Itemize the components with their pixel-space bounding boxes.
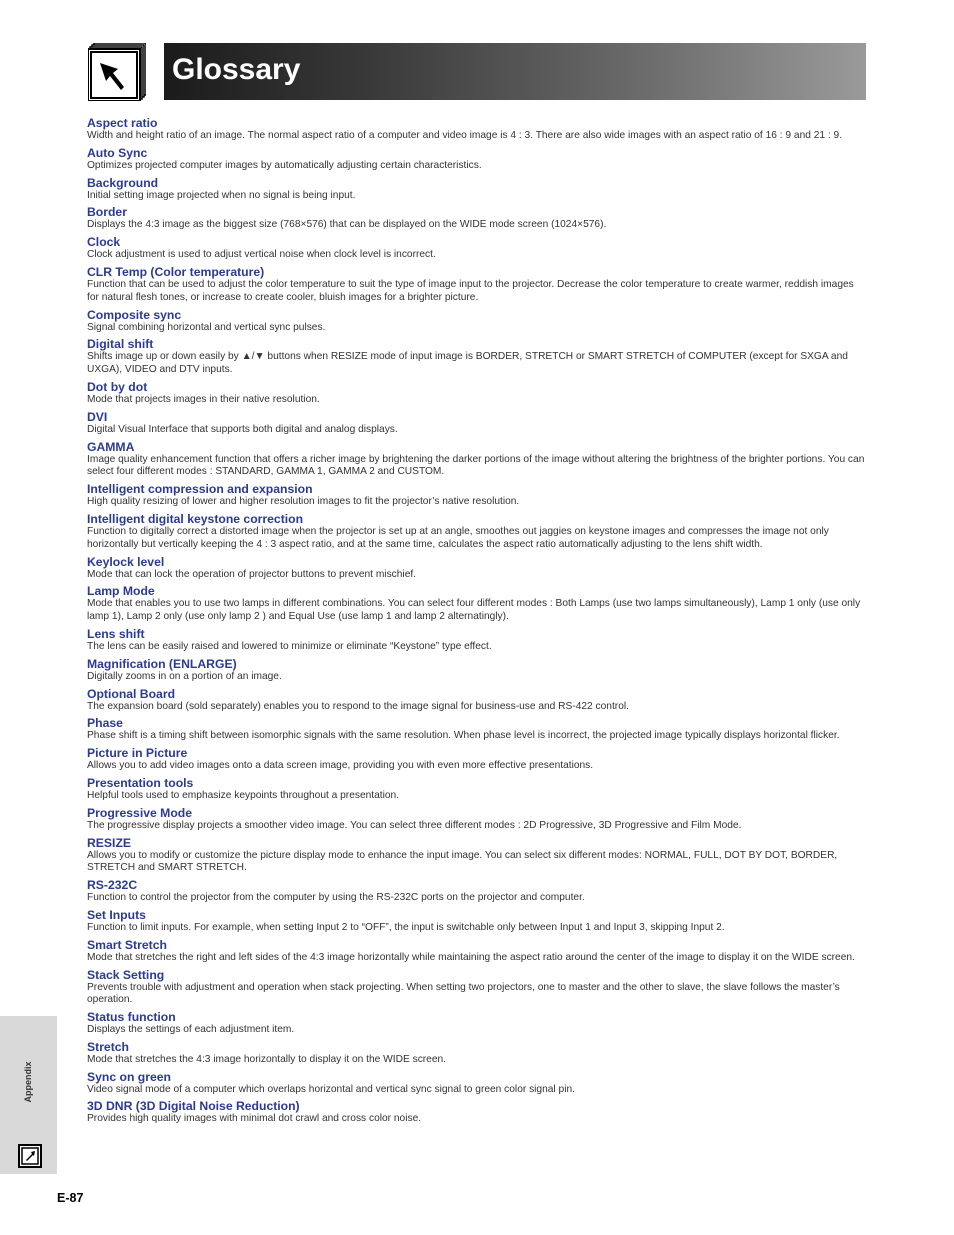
glossary-definition: Helpful tools used to emphasize keypoints throughout a presentation. <box>87 789 400 801</box>
glossary-definition: Mode that projects images in their native resolution. <box>87 393 320 405</box>
glossary-term: Dot by dot <box>87 379 148 394</box>
glossary-definition: The progressive display projects a smoother video image. You can select three different modes : 2D Progressive, 3D Progressive and Film Mode. <box>87 819 742 831</box>
glossary-term: Presentation tools <box>87 775 194 790</box>
glossary-term: Intelligent digital keystone correction <box>87 511 304 526</box>
page-number: E-87 <box>57 1191 84 1205</box>
glossary-term: Optional Board <box>87 686 176 701</box>
glossary-term: Set Inputs <box>87 907 146 922</box>
glossary-term: Lens shift <box>87 626 145 641</box>
glossary-definition: Function to limit inputs. For example, when setting Input 2 to “OFF”, the input is switchable only between Input 1 and Input 3, skipping Input 2. <box>87 921 725 933</box>
glossary-definition: Prevents trouble with adjustment and operation when stack projecting. When setting two projectors, one to master and the other to slave, the slave follows the master’s operation. <box>87 981 840 1006</box>
glossary-term: Lamp Mode <box>87 584 155 599</box>
glossary-term: Magnification (ENLARGE) <box>87 656 237 671</box>
glossary-term: GAMMA <box>87 439 135 454</box>
glossary-term: Auto Sync <box>87 145 148 160</box>
glossary-definition: Optimizes projected computer images by automatically adjusting certain characteristics. <box>87 159 482 171</box>
glossary-definition: Digitally zooms in on a portion of an image. <box>87 670 282 682</box>
glossary-term: Smart Stretch <box>87 937 167 952</box>
glossary-definition: Displays the settings of each adjustment item. <box>87 1024 295 1036</box>
glossary-definition: The expansion board (sold separately) enables you to respond to the image signal for business-use and RS-422 control. <box>87 700 629 712</box>
glossary-term: Status function <box>87 1010 176 1025</box>
glossary-definition: Shifts image up or down easily by ▲/▼ buttons when RESIZE mode of input image is BORDER, STRETCH or SMART STRETCH of COMPUTER (except for SXGA and UXGA), VIDEO and DTV inputs. <box>87 351 848 376</box>
glossary-definition: Mode that can lock the operation of projector buttons to prevent mischief. <box>87 568 417 580</box>
glossary-definition: Phase shift is a timing shift between isomorphic signals with the same resolution. When phase level is incorrect, the projected image typically displays horizontal flicker. <box>87 730 840 742</box>
glossary-term: Picture in Picture <box>87 746 188 761</box>
glossary-definition: Digital Visual Interface that supports both digital and analog displays. <box>87 423 398 435</box>
glossary-definition: Provides high quality images with minimal dot crawl and cross color noise. <box>87 1113 422 1125</box>
glossary-term: Aspect ratio <box>87 116 158 130</box>
glossary-definition: Displays the 4:3 image as the biggest size (768×576) that can be displayed on the WIDE mode screen (1024×576). <box>87 219 607 231</box>
glossary-term: 3D DNR (3D Digital Noise Reduction) <box>87 1099 300 1114</box>
glossary-definition: Width and height ratio of an image. The normal aspect ratio of a computer and video image is 4 : 3. There are also wide images with an aspect ratio of 16 : 9 and 21 : 9. <box>87 130 843 141</box>
glossary-term: RS-232C <box>87 878 138 893</box>
glossary-definition: Initial setting image projected when no signal is being input. <box>87 189 356 201</box>
glossary-definition: Allows you to add video images onto a data screen image, providing you with even more effective presentations. <box>87 760 594 772</box>
glossary-term: Keylock level <box>87 554 165 569</box>
glossary-list <box>87 116 867 1129</box>
glossary-term: Composite sync <box>87 307 182 322</box>
glossary-definition: High quality resizing of lower and higher resolution images to fit the projector’s native resolution. <box>87 496 520 508</box>
glossary-definition: Function to control the projector from the computer by using the RS-232C ports on the projector and computer. <box>87 892 585 904</box>
glossary-term: Clock <box>87 235 121 250</box>
glossary-definition: The lens can be easily raised and lowered to minimize or eliminate “Keystone” type effect. <box>87 640 492 652</box>
glossary-definition: Video signal mode of a computer which overlaps horizontal and vertical sync signal to green color signal pin. <box>87 1083 575 1095</box>
glossary-term: Sync on green <box>87 1069 171 1084</box>
glossary-definition: Mode that stretches the right and left sides of the 4:3 image horizontally while maintaining the aspect ratio around the center of the image to display it on the WIDE screen. <box>87 951 855 963</box>
header-icon <box>88 43 146 101</box>
glossary-definition: Mode that stretches the 4:3 image horizontally to display it on the WIDE screen. <box>87 1053 447 1065</box>
glossary-term: Background <box>87 175 159 190</box>
glossary-definition: Mode that enables you to use two lamps in different combinations. You can select four different modes : Both Lamps (use two lamps simultaneously), Lamp 1 only (use only lamp 1), Lamp 2 only (use only lamp 2 ) and Equal Use (use lamp 1 and lamp 2 alternatingly). <box>87 598 861 623</box>
glossary-definition: Clock adjustment is used to adjust vertical noise when clock level is incorrect. <box>87 249 436 261</box>
glossary-definition: Function to digitally correct a distorted image when the projector is set up at an angle, smoothes out jaggies on keystone images and compresses the image not only horizontally but vertically keeping the 4 : 3 aspect ratio, and at the same time, calculates the aspect ratio automatically adjusting to the lens shift width. <box>87 525 829 550</box>
glossary-term: Stack Setting <box>87 967 165 982</box>
glossary-term: Phase <box>87 716 123 731</box>
glossary-term: Border <box>87 205 127 220</box>
glossary-term: CLR Temp (Color temperature) <box>87 264 265 279</box>
side-tab-label: Appendix <box>23 1061 33 1103</box>
glossary-term: Intelligent compression and expansion <box>87 482 313 497</box>
glossary-term: Progressive Mode <box>87 805 192 820</box>
glossary-term: Digital shift <box>87 337 154 352</box>
glossary-definition: Image quality enhancement function that offers a richer image by brightening the darker portions of the image without altering the brightness of the brighter portions. You can select four different modes : STANDARD, GAMMA 1, GAMMA 2 and CUSTOM. <box>87 453 865 478</box>
pointer-box-icon <box>18 1144 42 1168</box>
glossary-term: DVI <box>87 409 108 424</box>
glossary-definition: Function that can be used to adjust the color temperature to suit the type of image input to the projector. Decrease the color temperature to create warmer, reddish images for natural flesh tones, or increase to create cooler, bluish images for a brighter picture. <box>87 278 854 303</box>
page-title: Glossary <box>172 53 301 86</box>
glossary-term: Stretch <box>87 1039 129 1054</box>
glossary-definition: Signal combining horizontal and vertical sync pulses. <box>87 321 326 333</box>
glossary-term: RESIZE <box>87 835 132 850</box>
header-bar <box>164 43 866 100</box>
glossary-definition: Allows you to modify or customize the picture display mode to enhance the input image. You can select six different modes: NORMAL, FULL, DOT BY DOT, BORDER, STRETCH and SMART STRETCH. <box>87 849 838 874</box>
